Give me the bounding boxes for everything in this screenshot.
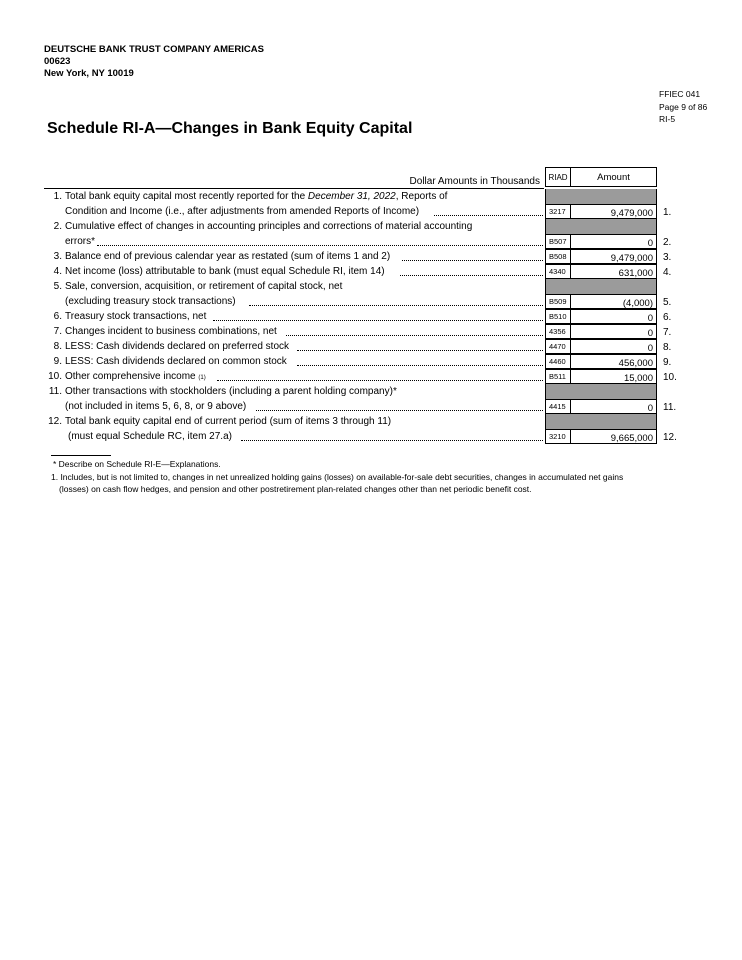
item-number: 10. (663, 372, 677, 383)
shaded-cell (545, 189, 657, 204)
row-label: Balance end of previous calendar year as restated (sum of items 1 and 2) (65, 249, 543, 264)
riad-column-header: RIAD (545, 167, 571, 187)
row-label: Sale, conversion, acquisition, or retirement of capital stock, net (65, 281, 343, 292)
footnote-divider (51, 455, 111, 456)
shaded-cell (545, 384, 657, 399)
amount-column-header: Amount (570, 167, 657, 187)
amount-value: 15,000 (570, 369, 657, 384)
row-label: Total bank equity capital most recently reported for the December 31, 2022, Reports of (65, 191, 448, 202)
form-number: FFIEC 041 (659, 89, 701, 99)
row-label: Net income (loss) attributable to bank (must equal Schedule RI, item 14) (65, 264, 543, 279)
shaded-cell (545, 279, 657, 294)
row-label-continued: (must equal Schedule RC, item 27.a) (65, 429, 543, 444)
report-date: December 31, 2022 (307, 191, 396, 202)
page-title: Schedule RI-A—Changes in Bank Equity Capital (47, 120, 413, 137)
row-number: 6. (53, 311, 62, 322)
amount-value: 631,000 (570, 264, 657, 279)
riad-code: B508 (545, 249, 571, 264)
row-number: 11. (48, 386, 62, 397)
amount-value: (4,000) (570, 294, 657, 309)
riad-code: 4460 (545, 354, 571, 369)
row-label: Changes incident to business combinations, net (65, 324, 543, 339)
riad-code: 4340 (545, 264, 571, 279)
riad-code: 4470 (545, 339, 571, 354)
row-number: 4. (53, 266, 62, 277)
row-number: 10. (48, 371, 62, 382)
bank-location: New York, NY 10019 (44, 68, 134, 79)
page-number: Page 9 of 86 (659, 101, 708, 112)
item-number: 1. (663, 207, 672, 218)
item-number: 8. (663, 342, 672, 353)
table-row (44, 279, 700, 309)
item-number: 9. (663, 357, 672, 368)
row-number: 3. (53, 251, 62, 262)
row-number: 2. (53, 221, 62, 232)
row-label: Other comprehensive income (1) (65, 369, 543, 384)
row-label: LESS: Cash dividends declared on preferred stock (65, 339, 543, 354)
row-number: 1. (53, 191, 62, 202)
amount-value: 0 (570, 324, 657, 339)
item-number: 2. (663, 237, 672, 248)
row-label-continued: (excluding treasury stock transactions) (65, 294, 543, 309)
table-row (44, 354, 700, 369)
item-number: 5. (663, 297, 672, 308)
table-row (44, 309, 700, 324)
dollar-amounts-header: Dollar Amounts in Thousands (409, 176, 540, 187)
footnote-1-continued: (losses) on cash flow hedges, and pension and other postretirement plan-related changes other than net periodic benefit cost. (59, 484, 532, 494)
row-label: Cumulative effect of changes in accounting principles and corrections of material accounting (65, 221, 473, 232)
amount-value: 0 (570, 399, 657, 414)
row-label: Treasury stock transactions, net (65, 309, 543, 324)
bank-name: DEUTSCHE BANK TRUST COMPANY AMERICAS (44, 44, 264, 55)
table-row (44, 369, 700, 384)
row-number: 8. (53, 341, 62, 352)
amount-value: 9,665,000 (570, 429, 657, 444)
table-row (44, 189, 700, 219)
item-number: 4. (663, 267, 672, 278)
item-number: 12. (663, 432, 677, 443)
item-number: 7. (663, 327, 672, 338)
bank-id: 00623 (44, 56, 71, 67)
amount-value: 9,479,000 (570, 249, 657, 264)
row-number: 9. (53, 356, 62, 367)
table-row (44, 384, 700, 414)
row-number: 7. (53, 326, 62, 337)
item-number: 3. (663, 252, 672, 263)
shaded-cell (545, 219, 657, 234)
row-label-continued: (not included in items 5, 6, 8, or 9 above) (65, 399, 543, 414)
amount-value: 0 (570, 234, 657, 249)
riad-code: 3210 (545, 429, 571, 444)
row-label-continued: errors* (65, 234, 543, 249)
table-row (44, 219, 700, 249)
amount-value: 0 (570, 309, 657, 324)
riad-code: B510 (545, 309, 571, 324)
schedule-code: RI-5 (659, 114, 676, 124)
table-row (44, 324, 700, 339)
item-number: 11. (663, 402, 677, 413)
table-row (44, 339, 700, 354)
table-row (44, 414, 700, 444)
amount-value: 456,000 (570, 354, 657, 369)
riad-code: 4415 (545, 399, 571, 414)
table-row (44, 264, 700, 279)
table-row (44, 249, 700, 264)
riad-code: 4356 (545, 324, 571, 339)
row-label: Other transactions with stockholders (including a parent holding company)* (65, 386, 397, 397)
item-number: 6. (663, 312, 672, 323)
form-info (659, 88, 707, 126)
row-label: Total bank equity capital end of current period (sum of items 3 through 11) (65, 416, 392, 427)
amount-value: 0 (570, 339, 657, 354)
shaded-cell (545, 414, 657, 429)
footnote-reference: (1) (198, 375, 206, 381)
amount-value: 9,479,000 (570, 204, 657, 219)
bank-header (44, 44, 264, 80)
riad-code: 3217 (545, 204, 571, 219)
footnote-star: * Describe on Schedule RI-E—Explanations. (53, 459, 221, 469)
riad-code: B511 (545, 369, 571, 384)
riad-code: B507 (545, 234, 571, 249)
row-number: 5. (53, 281, 62, 292)
row-label: LESS: Cash dividends declared on common stock (65, 354, 543, 369)
row-number: 12. (48, 416, 62, 427)
row-label-continued: Condition and Income (i.e., after adjustments from amended Reports of Income) (65, 204, 543, 219)
riad-code: B509 (545, 294, 571, 309)
footnote-1: 1. Includes, but is not limited to, changes in net unrealized holding gains (losses) on available-for-sale debt securities, changes in accumulated net gains (51, 472, 624, 482)
